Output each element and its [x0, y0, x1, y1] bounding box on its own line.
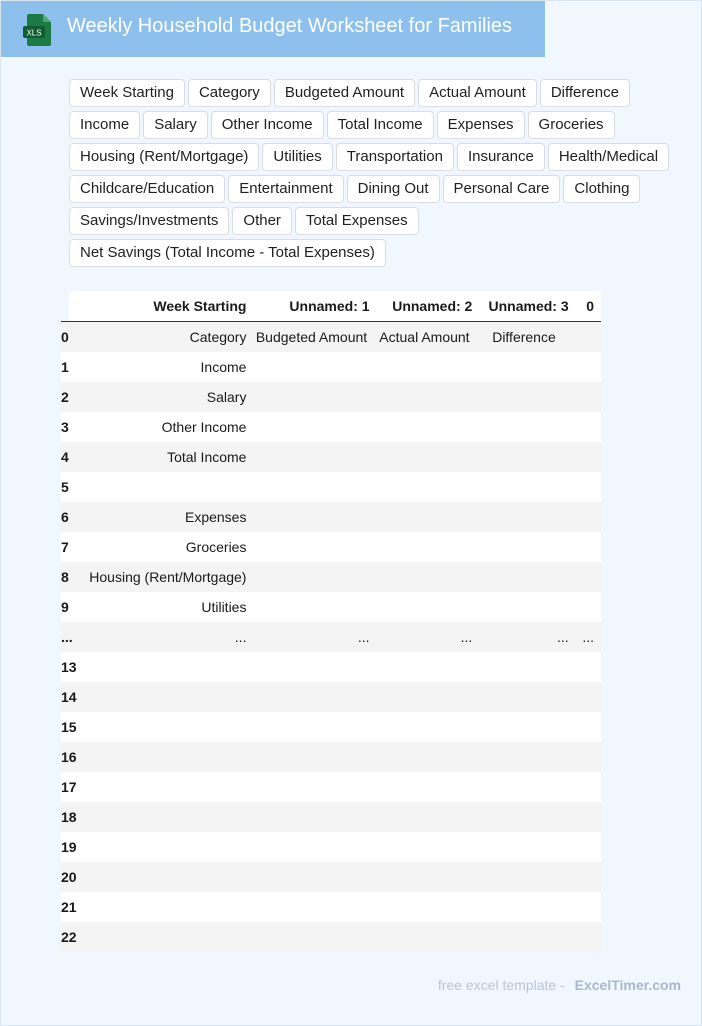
column-chip[interactable]: Housing (Rent/Mortgage)	[69, 143, 259, 171]
table-cell[interactable]: ...	[479, 622, 575, 652]
table-cell[interactable]: Salary	[77, 382, 254, 412]
table-cell[interactable]	[253, 742, 376, 772]
row-index: 4	[61, 442, 77, 472]
table-cell[interactable]	[576, 712, 601, 742]
xls-file-icon	[23, 14, 51, 46]
column-header[interactable]: Unnamed: 3	[479, 291, 575, 322]
column-chip[interactable]: Total Expenses	[295, 207, 419, 235]
table-row	[61, 922, 601, 952]
table-row	[61, 832, 601, 862]
table-cell[interactable]	[253, 652, 376, 682]
table-cell[interactable]	[479, 442, 575, 472]
table-cell[interactable]	[377, 562, 480, 592]
title-banner	[1, 1, 545, 57]
table-cell[interactable]: ...	[77, 622, 254, 652]
row-index: 18	[61, 802, 77, 832]
table-row	[61, 472, 601, 502]
table-header-row	[61, 291, 601, 322]
column-chip[interactable]: Utilities	[262, 143, 332, 171]
column-header[interactable]: Unnamed: 2	[377, 291, 480, 322]
table-cell[interactable]	[479, 532, 575, 562]
table-cell[interactable]	[253, 592, 376, 622]
table-cell[interactable]	[77, 862, 254, 892]
table-row	[61, 502, 601, 532]
table-cell[interactable]	[479, 592, 575, 622]
table-cell[interactable]	[77, 652, 254, 682]
table-cell[interactable]	[377, 442, 480, 472]
table-cell[interactable]	[77, 772, 254, 802]
table-cell[interactable]	[479, 652, 575, 682]
table-row	[61, 862, 601, 892]
row-index: 17	[61, 772, 77, 802]
row-index: 19	[61, 832, 77, 862]
table-cell[interactable]	[77, 472, 254, 502]
column-chip[interactable]: Difference	[540, 79, 630, 107]
table-cell[interactable]: ...	[576, 622, 601, 652]
table-cell[interactable]: Other Income	[77, 412, 254, 442]
table-row	[61, 322, 601, 353]
table-cell[interactable]	[253, 562, 376, 592]
column-chip[interactable]: Category	[188, 79, 271, 107]
table-cell[interactable]	[377, 652, 480, 682]
table-row	[61, 892, 601, 922]
table-cell[interactable]: Income	[77, 352, 254, 382]
table-row	[61, 742, 601, 772]
column-header[interactable]: 0	[576, 291, 601, 322]
column-chip[interactable]: Savings/Investments	[69, 207, 229, 235]
footer-brand-link[interactable]: ExcelTimer.com	[574, 977, 681, 993]
column-chip[interactable]: Week Starting	[69, 79, 185, 107]
row-index: 9	[61, 592, 77, 622]
table-row	[61, 592, 601, 622]
table-cell[interactable]	[479, 382, 575, 412]
table-cell[interactable]: ...	[377, 622, 480, 652]
table-cell[interactable]	[77, 832, 254, 862]
table-cell[interactable]	[576, 802, 601, 832]
column-chip[interactable]: Clothing	[563, 175, 640, 203]
table-row	[61, 382, 601, 412]
table-cell[interactable]	[479, 682, 575, 712]
table-cell[interactable]	[377, 892, 480, 922]
table-cell[interactable]: ...	[253, 622, 376, 652]
table-row	[61, 682, 601, 712]
table-cell[interactable]	[479, 742, 575, 772]
table-cell[interactable]	[253, 382, 376, 412]
table-cell[interactable]	[576, 742, 601, 772]
column-header[interactable]: Week Starting	[77, 291, 254, 322]
table-cell[interactable]	[576, 472, 601, 502]
table-cell[interactable]	[253, 862, 376, 892]
data-table-container[interactable]	[61, 291, 601, 952]
footer-text: free excel template -	[437, 977, 565, 993]
table-cell[interactable]	[253, 352, 376, 382]
column-header[interactable]: Unnamed: 1	[253, 291, 376, 322]
table-cell[interactable]	[576, 922, 601, 952]
table-cell[interactable]	[377, 772, 480, 802]
table-cell[interactable]	[377, 382, 480, 412]
table-cell[interactable]	[377, 472, 480, 502]
row-index: 7	[61, 532, 77, 562]
table-cell[interactable]	[377, 832, 480, 862]
row-index: 8	[61, 562, 77, 592]
table-cell[interactable]	[253, 712, 376, 742]
column-chip[interactable]: Dining Out	[347, 175, 440, 203]
table-cell[interactable]	[576, 682, 601, 712]
table-cell[interactable]	[253, 772, 376, 802]
table-cell[interactable]	[479, 562, 575, 592]
table-cell[interactable]	[479, 922, 575, 952]
table-row	[61, 652, 601, 682]
table-cell[interactable]	[253, 832, 376, 862]
column-chip[interactable]: Childcare/Education	[69, 175, 225, 203]
table-cell[interactable]	[576, 442, 601, 472]
table-cell[interactable]	[377, 502, 480, 532]
table-cell[interactable]	[576, 862, 601, 892]
page-title: Weekly Household Budget Worksheet for Families	[67, 15, 513, 37]
table-cell[interactable]: Total Income	[77, 442, 254, 472]
table-cell[interactable]	[377, 742, 480, 772]
row-index: 1	[61, 352, 77, 382]
column-chip[interactable]: Budgeted Amount	[274, 79, 415, 107]
table-cell[interactable]	[576, 382, 601, 412]
table-cell[interactable]	[77, 742, 254, 772]
table-cell[interactable]	[77, 712, 254, 742]
table-cell[interactable]	[77, 922, 254, 952]
row-index: 0	[61, 322, 77, 353]
table-row	[61, 532, 601, 562]
table-cell[interactable]: Actual Amount	[377, 322, 480, 353]
table-cell[interactable]	[479, 352, 575, 382]
data-table	[61, 291, 601, 952]
row-index: 5	[61, 472, 77, 502]
table-cell[interactable]	[253, 682, 376, 712]
column-chip[interactable]: Personal Care	[443, 175, 561, 203]
row-index: 6	[61, 502, 77, 532]
table-cell[interactable]	[479, 712, 575, 742]
row-index: 3	[61, 412, 77, 442]
row-index: 20	[61, 862, 77, 892]
table-cell[interactable]	[377, 682, 480, 712]
column-chip[interactable]: Health/Medical	[548, 143, 669, 171]
table-cell[interactable]	[253, 412, 376, 442]
table-cell[interactable]	[576, 352, 601, 382]
table-cell[interactable]: Difference	[479, 322, 575, 353]
table-cell[interactable]	[576, 652, 601, 682]
table-cell[interactable]	[479, 502, 575, 532]
table-cell[interactable]	[576, 772, 601, 802]
table-row	[61, 562, 601, 592]
table-cell[interactable]	[377, 592, 480, 622]
table-cell[interactable]: Housing (Rent/Mortgage)	[77, 562, 254, 592]
column-chip[interactable]: Transportation	[336, 143, 454, 171]
index-header	[61, 291, 77, 322]
table-cell[interactable]	[377, 412, 480, 442]
table-cell[interactable]	[77, 802, 254, 832]
table-cell[interactable]	[576, 562, 601, 592]
table-cell[interactable]	[479, 802, 575, 832]
column-chip[interactable]: Actual Amount	[418, 79, 537, 107]
table-cell[interactable]	[576, 532, 601, 562]
table-cell[interactable]	[253, 442, 376, 472]
table-cell[interactable]	[576, 592, 601, 622]
table-cell[interactable]	[576, 322, 601, 353]
table-cell[interactable]	[479, 412, 575, 442]
column-chip[interactable]: Other Income	[211, 111, 324, 139]
table-row	[61, 772, 601, 802]
column-chip[interactable]: Expenses	[437, 111, 525, 139]
row-index: 21	[61, 892, 77, 922]
table-cell[interactable]	[576, 892, 601, 922]
table-cell[interactable]	[253, 922, 376, 952]
table-cell[interactable]	[377, 922, 480, 952]
table-cell[interactable]	[479, 772, 575, 802]
table-row	[61, 712, 601, 742]
table-cell[interactable]: Groceries	[77, 532, 254, 562]
row-index: 15	[61, 712, 77, 742]
table-cell[interactable]: Budgeted Amount	[253, 322, 376, 353]
table-cell[interactable]	[479, 832, 575, 862]
column-chip[interactable]: Total Income	[327, 111, 434, 139]
row-index: ...	[61, 622, 77, 652]
table-cell[interactable]	[253, 532, 376, 562]
column-chip[interactable]: Insurance	[457, 143, 545, 171]
table-cell[interactable]	[377, 532, 480, 562]
table-row	[61, 412, 601, 442]
table-cell[interactable]	[576, 412, 601, 442]
column-chip[interactable]: Entertainment	[228, 175, 343, 203]
table-cell[interactable]	[479, 862, 575, 892]
table-cell[interactable]	[479, 472, 575, 502]
table-cell[interactable]	[77, 892, 254, 922]
table-cell[interactable]	[576, 502, 601, 532]
table-row	[61, 802, 601, 832]
table-cell[interactable]	[77, 682, 254, 712]
table-cell[interactable]: Category	[77, 322, 254, 353]
table-cell[interactable]	[377, 712, 480, 742]
table-cell[interactable]	[479, 892, 575, 922]
table-cell[interactable]	[576, 832, 601, 862]
column-chip[interactable]: Net Savings (Total Income - Total Expenses)	[69, 239, 386, 267]
table-cell[interactable]	[377, 802, 480, 832]
row-index: 14	[61, 682, 77, 712]
row-index: 16	[61, 742, 77, 772]
column-chip-list	[69, 79, 689, 267]
table-cell[interactable]	[253, 802, 376, 832]
table-cell[interactable]: Utilities	[77, 592, 254, 622]
table-row	[61, 442, 601, 472]
table-cell[interactable]	[253, 892, 376, 922]
column-chip[interactable]: Salary	[143, 111, 208, 139]
row-index: 13	[61, 652, 77, 682]
table-cell[interactable]	[253, 502, 376, 532]
table-cell[interactable]	[253, 472, 376, 502]
row-index: 22	[61, 922, 77, 952]
table-cell[interactable]	[377, 862, 480, 892]
table-row	[61, 352, 601, 382]
table-cell[interactable]	[377, 352, 480, 382]
table-row	[61, 622, 601, 652]
column-chip[interactable]: Other	[232, 207, 292, 235]
table-cell[interactable]: Expenses	[77, 502, 254, 532]
svg-text:XLS: XLS	[26, 28, 42, 38]
footer	[438, 977, 681, 993]
column-chip[interactable]: Groceries	[528, 111, 615, 139]
column-chip[interactable]: Income	[69, 111, 140, 139]
row-index: 2	[61, 382, 77, 412]
